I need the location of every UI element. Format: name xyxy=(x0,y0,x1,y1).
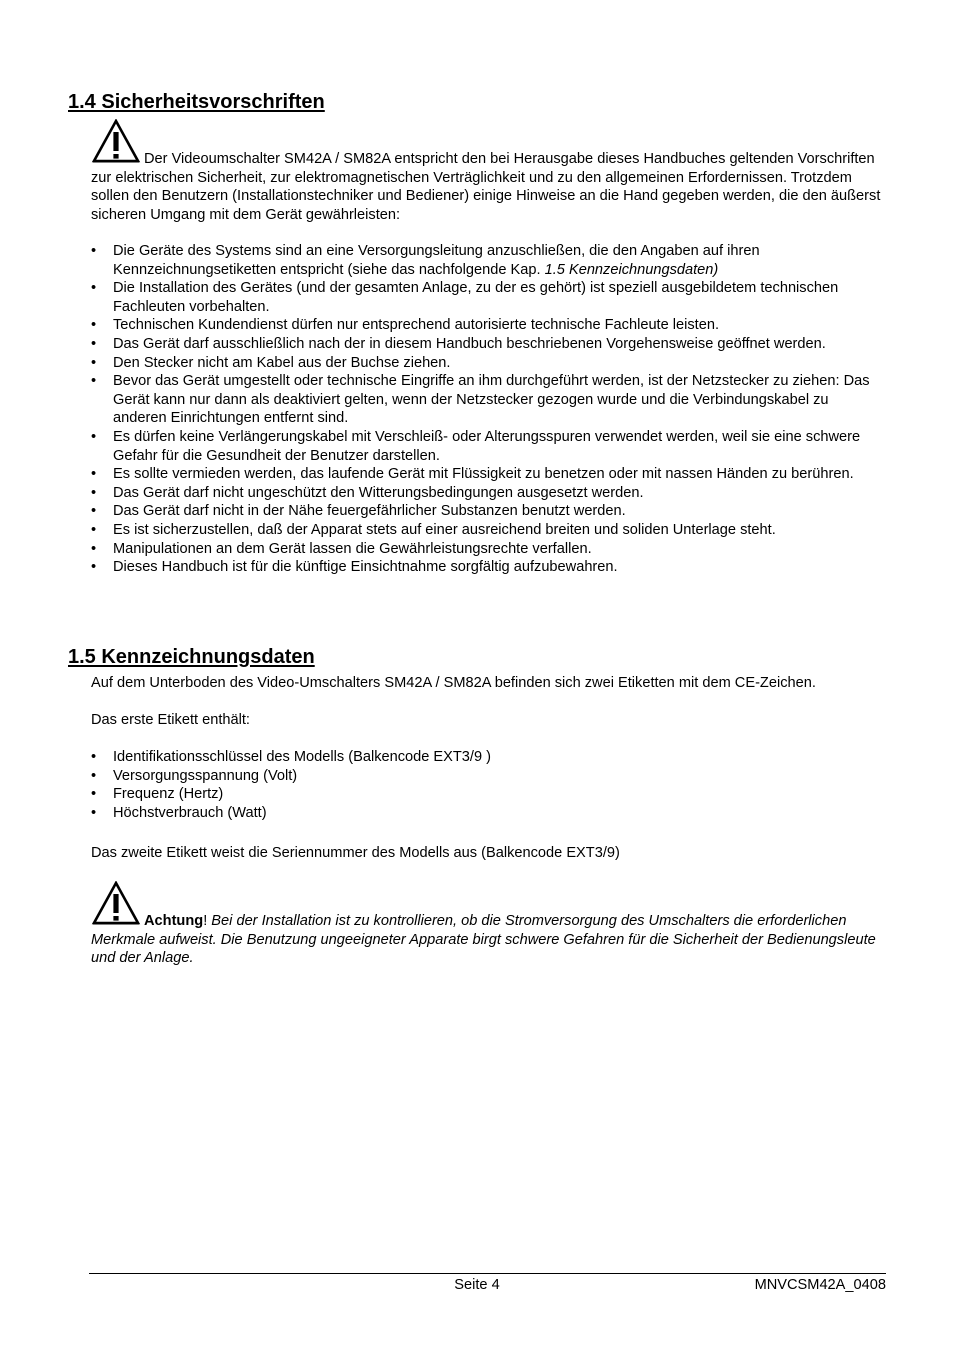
warning-note xyxy=(91,881,881,968)
safety-intro-text: Der Videoumschalter SM42A / SM82A entspricht den bei Herausgabe dieses Handbuches geltenden Vorschriften zur elektrischen Sicherheit, zur elektromagnetischen Verträglichkeit und zu den allgemeinen Erfordernissen. Trotzdem sollen den Benutzern (Installationstechniker und Bediener) einige Hinweise an die Hand gegeben werden, die den äußerst sicheren Umgang mit dem Gerät gewährleisten: xyxy=(91,151,881,223)
list-item: • Bevor das Gerät umgestellt oder technische Eingriffe an ihm durchgeführt werden, ist der Netzstecker zu ziehen: Das Gerät kann nur dann als deaktiviert gelten, wenn der Netzstecker gezogen wurde und die Verbindungskabel zu anderen Einrichtungen entfernt sind. xyxy=(91,372,881,428)
label-bullet-list xyxy=(91,748,881,822)
warning-triangle-icon xyxy=(91,119,141,163)
list-item: • Manipulationen an dem Gerät lassen die Gewährleistungsrechte verfallen. xyxy=(91,540,881,559)
list-item: • Das Gerät darf nicht ungeschützt den Witterungsbedingungen ausgesetzt werden. xyxy=(91,484,881,503)
section-heading-labels: 1.5 Kennzeichnungsdaten xyxy=(68,646,315,668)
list-item: • Es dürfen keine Verlängerungskabel mit Verschleiß- oder Alterungsspuren verwendet werden, weil sie eine schwere Gefahr für die Gesundheit der Benutzer darstellen. xyxy=(91,428,881,465)
list-item: • Frequenz (Hertz) xyxy=(91,785,881,804)
page-number: Seite 4 xyxy=(454,1277,500,1293)
list-item: • Versorgungsspannung (Volt) xyxy=(91,767,881,786)
list-item: • Technischen Kundendienst dürfen nur entsprechend autorisierte technische Fachleute leisten. xyxy=(91,316,881,335)
list-item: • Dieses Handbuch ist für die künftige Einsichtnahme sorgfältig aufzubewahren. xyxy=(91,558,881,577)
list-item: • Identifikationsschlüssel des Modells (Balkencode EXT3/9 ) xyxy=(91,748,881,767)
list-item: • Das Gerät darf nicht in der Nähe feuergefährlicher Substanzen benutzt werden. xyxy=(91,502,881,521)
safety-bullet-list xyxy=(91,242,881,577)
list-item: • Den Stecker nicht am Kabel aus der Buchse ziehen. xyxy=(91,354,881,373)
footer-divider xyxy=(89,1273,886,1274)
list-item-text: Die Geräte des Systems sind an eine Versorgungsleitung anzuschließen, die den Angaben auf ihren Kennzeichnungsetiketten entspricht (siehe das nachfolgende Kap. xyxy=(113,243,760,278)
section-heading-safety: 1.4 Sicherheitsvorschriften xyxy=(68,91,325,113)
second-label: Das zweite Etikett weist die Seriennummer des Modells aus (Balkencode EXT3/9) xyxy=(91,845,620,861)
labels-intro: Auf dem Unterboden des Video-Umschalters SM42A / SM82A befinden sich zwei Etiketten mit dem CE-Zeichen. xyxy=(91,675,816,691)
safety-intro xyxy=(91,119,881,224)
warning-text: Bei der Installation ist zu kontrollieren, ob die Stromversorgung des Umschalters die erforderlichen Merkmale aufweist. Die Benutzung ungeeigneter Apparate birgt schwere Gefahren für die Sicherheit der Bedienungsleute und der Anlage. xyxy=(91,913,876,967)
chapter-reference: 1.5 Kennzeichnungsdaten) xyxy=(544,261,719,278)
first-label-intro: Das erste Etikett enthält: xyxy=(91,712,250,728)
warning-triangle-icon xyxy=(91,881,141,925)
warning-bang: ! xyxy=(203,913,208,929)
list-item: • Die Installation des Gerätes (und der gesamten Anlage, zu der es gehört) ist speziell ausgebildetem technischen Fachleuten vorbehalten. xyxy=(91,279,881,316)
list-item: • Das Gerät darf ausschließlich nach der in diesem Handbuch beschriebenen Vorgehensweise geöffnet werden. xyxy=(91,335,881,354)
list-item xyxy=(91,242,881,279)
list-item: • Es sollte vermieden werden, das laufende Gerät mit Flüssigkeit zu benetzen oder mit nassen Händen zu berühren. xyxy=(91,465,881,484)
list-item: • Es ist sicherzustellen, daß der Apparat stets auf einer ausreichend breiten und soliden Unterlage steht. xyxy=(91,521,881,540)
list-item: • Höchstverbrauch (Watt) xyxy=(91,804,881,823)
warning-label: Achtung xyxy=(144,913,204,929)
document-code: MNVCSM42A_0408 xyxy=(754,1277,886,1293)
